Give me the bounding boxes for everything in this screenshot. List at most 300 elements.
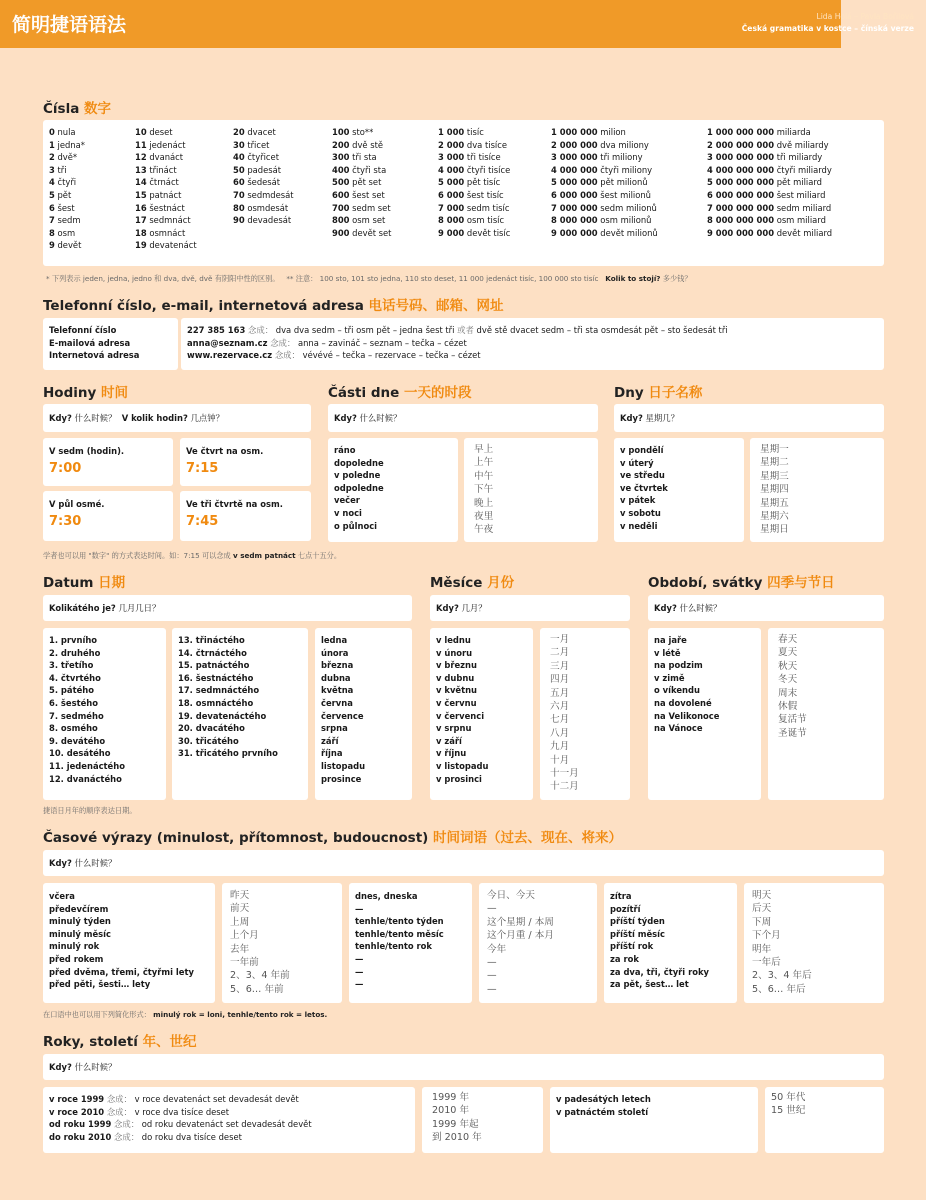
datum-col2-panel bbox=[172, 628, 308, 800]
list-item: 晚上 bbox=[474, 497, 494, 509]
numeral: 80 bbox=[233, 202, 245, 213]
number-row bbox=[332, 139, 436, 152]
list-item: na podzim bbox=[654, 660, 703, 671]
numeral: 0 bbox=[49, 127, 55, 137]
list-item: 下周 bbox=[752, 916, 772, 928]
number-row bbox=[332, 151, 436, 164]
number-word: pět tisíc bbox=[464, 177, 501, 188]
list-item: večer bbox=[334, 495, 360, 506]
number-row bbox=[551, 139, 705, 152]
time-phrase: V sedm (hodin). bbox=[49, 446, 125, 456]
number-word: sedm set bbox=[349, 202, 391, 213]
number-word: pět milionů bbox=[597, 177, 648, 188]
present-cn-panel bbox=[479, 883, 597, 1003]
numeral: 40 bbox=[233, 152, 245, 163]
number-row bbox=[438, 151, 549, 164]
read-as: 念成： bbox=[247, 325, 274, 335]
list-item: 19. devatenáctého bbox=[178, 710, 267, 721]
number-row bbox=[49, 202, 133, 215]
future-cz-list bbox=[610, 890, 709, 991]
list-item: — bbox=[487, 957, 497, 969]
list-item: za pět, šest… let bbox=[610, 979, 689, 990]
list-item: minulý rok bbox=[49, 941, 100, 952]
number-word: šest miliard bbox=[774, 189, 826, 200]
section-heading-casove bbox=[43, 826, 622, 846]
list-item: 去年 bbox=[230, 943, 250, 955]
dny-cz-list bbox=[620, 444, 668, 532]
list-item: června bbox=[321, 697, 353, 708]
number-word: sedmnáct bbox=[146, 215, 191, 226]
heading-cn: 日子名称 bbox=[648, 385, 703, 401]
list-item: v srpnu bbox=[436, 723, 472, 734]
heading-cz: Dny bbox=[614, 385, 644, 401]
number-word: sedm bbox=[54, 215, 81, 226]
list-item: 2. druhého bbox=[49, 647, 101, 658]
heading-cz: Datum bbox=[43, 575, 94, 591]
number-word: šedesát bbox=[244, 177, 281, 188]
list-item: před pěti, šesti… lety bbox=[49, 979, 151, 990]
read-as: 念成： bbox=[274, 350, 300, 361]
time-phrase: Ve tři čtvrtě na osm. bbox=[186, 499, 283, 509]
number-row bbox=[332, 227, 436, 240]
list-item: odpoledne bbox=[334, 482, 384, 493]
q-cn: 星期几？ bbox=[645, 413, 679, 423]
numeral: 9 000 000 bbox=[551, 227, 598, 238]
time-value: 7:30 bbox=[49, 514, 82, 529]
list-item: 1999 年 bbox=[432, 1092, 470, 1103]
roky-question bbox=[49, 1061, 116, 1074]
numeral: 1 000 000 000 bbox=[707, 127, 775, 137]
q-cn: 什么时候？ bbox=[74, 413, 117, 423]
year-reading: v roce dva tisíce deset bbox=[134, 1106, 230, 1117]
centuries-cn-list bbox=[771, 1091, 805, 1118]
phone-number: 227 385 163 bbox=[187, 325, 246, 335]
number-word: devadesát bbox=[244, 215, 292, 226]
number-row bbox=[332, 176, 436, 189]
note-text: 学者也可以用 "数字" 的方式表达时间。如：7:15 可以念成 bbox=[43, 551, 231, 560]
q-cn: 什么时候？ bbox=[359, 413, 402, 423]
datum-col3-list bbox=[321, 634, 365, 785]
list-item: 后天 bbox=[752, 903, 772, 915]
numbers-note bbox=[46, 274, 692, 284]
numbers-note-question-cn: 多少钱？ bbox=[662, 274, 692, 283]
number-row bbox=[233, 164, 330, 177]
numeral: 7 000 bbox=[438, 202, 465, 213]
list-item: 圣诞节 bbox=[778, 727, 807, 739]
casti-cz-panel bbox=[328, 438, 458, 542]
list-item: 20. dvacátého bbox=[178, 723, 245, 734]
time-card bbox=[43, 491, 173, 541]
list-item: 十一月 bbox=[550, 768, 579, 780]
list-item: 5、6… 年前 bbox=[230, 983, 284, 995]
numbers-column bbox=[233, 126, 330, 227]
q-cn: 什么时候？ bbox=[679, 603, 722, 613]
list-item: 5. pátého bbox=[49, 685, 94, 696]
list-item: 1999 年起 bbox=[432, 1118, 479, 1130]
number-row bbox=[332, 164, 436, 177]
list-item: včera bbox=[49, 891, 75, 901]
list-item: 一年前 bbox=[230, 957, 259, 969]
list-item: 上午 bbox=[474, 457, 494, 469]
number-word: sedm tisíc bbox=[464, 202, 510, 213]
number-word: osm milionů bbox=[597, 215, 652, 226]
number-word: třicet bbox=[244, 139, 270, 150]
q: Kdy? bbox=[49, 1062, 72, 1072]
authors: Lida Holá – Pavla Bořilová bbox=[816, 12, 914, 21]
list-item: 上周 bbox=[230, 916, 250, 928]
number-word: sto** bbox=[349, 127, 374, 137]
years-cn-panel bbox=[422, 1087, 543, 1153]
obdobi-cn-list bbox=[778, 633, 807, 740]
list-item: 夏天 bbox=[778, 647, 798, 659]
list-item: ve středu bbox=[620, 470, 665, 481]
casove-question-panel bbox=[43, 850, 884, 876]
number-word: pět bbox=[54, 189, 72, 200]
q-cn: 什么时候？ bbox=[74, 858, 117, 868]
number-word: osm set bbox=[349, 215, 386, 226]
number-row bbox=[135, 164, 231, 177]
year-term: v roce 1999 bbox=[49, 1094, 105, 1104]
list-item: v dubnu bbox=[436, 672, 475, 683]
section-heading-dny bbox=[614, 381, 702, 401]
list-item: v červenci bbox=[436, 710, 485, 721]
dny-cz-panel bbox=[614, 438, 744, 542]
time-card bbox=[180, 438, 311, 486]
number-row bbox=[49, 214, 133, 227]
number-row bbox=[707, 164, 882, 177]
datum-question bbox=[49, 602, 160, 615]
list-item: 午夜 bbox=[474, 524, 494, 536]
heading-cn: 电话号码、邮箱、网址 bbox=[368, 298, 504, 314]
number-word: dvě miliardy bbox=[774, 139, 829, 150]
header-subtitle: Česká gramatika v kostce – čínská verze bbox=[741, 24, 914, 33]
list-item: — bbox=[487, 983, 497, 995]
list-item: v květnu bbox=[436, 685, 478, 696]
numeral: 400 bbox=[332, 164, 350, 175]
number-word: jedna* bbox=[54, 139, 85, 150]
list-item: 12. dvanáctého bbox=[49, 773, 122, 784]
obdobi-cz-panel bbox=[648, 628, 761, 800]
number-row bbox=[707, 151, 882, 164]
list-item: v noci bbox=[334, 507, 362, 518]
number-row bbox=[551, 164, 705, 177]
heading-cn: 数字 bbox=[84, 101, 112, 117]
casove-question bbox=[49, 857, 116, 870]
time-card bbox=[180, 491, 311, 541]
number-row bbox=[438, 176, 549, 189]
list-item: v pátek bbox=[620, 495, 656, 506]
q2: V kolik hodin? bbox=[121, 413, 188, 423]
year-reading: do roku dva tisíce deset bbox=[141, 1131, 242, 1142]
heading-cz: Roky, století bbox=[43, 1034, 138, 1050]
number-row bbox=[233, 214, 330, 227]
casti-question bbox=[334, 412, 401, 425]
numeral: 3 bbox=[49, 164, 55, 175]
number-row bbox=[135, 176, 231, 189]
read-as: 念成： bbox=[113, 1119, 140, 1130]
list-item: 九月 bbox=[550, 741, 570, 753]
numeral: 1 000 000 bbox=[551, 127, 598, 137]
number-word: tři tisíce bbox=[464, 152, 501, 163]
number-row bbox=[233, 126, 330, 139]
number-word: čtrnáct bbox=[146, 177, 179, 188]
number-word: šest set bbox=[349, 189, 385, 200]
roky-question-panel bbox=[43, 1054, 884, 1080]
list-item: 八月 bbox=[550, 727, 570, 739]
casti-question-panel bbox=[328, 404, 598, 432]
list-item: — bbox=[487, 970, 497, 982]
time-phrase: Ve čtvrt na osm. bbox=[186, 446, 264, 456]
list-item: minulý měsíc bbox=[49, 928, 111, 939]
list-item: 复活节 bbox=[778, 714, 807, 726]
numeral: 900 bbox=[332, 227, 350, 238]
list-item: minulý týden bbox=[49, 916, 111, 927]
q: Kdy? bbox=[49, 413, 72, 423]
number-row bbox=[49, 151, 133, 164]
numeral: 3 000 bbox=[438, 152, 465, 163]
list-item: 休假 bbox=[778, 701, 798, 713]
number-row bbox=[707, 202, 882, 215]
section-heading-cisla bbox=[43, 97, 111, 117]
obdobi-cz-list bbox=[654, 634, 719, 735]
list-item: května bbox=[321, 685, 354, 696]
numeral: 7 000 000 000 bbox=[707, 202, 775, 213]
number-word: osm miliard bbox=[774, 215, 826, 226]
hodiny-question-panel bbox=[43, 404, 311, 432]
list-item: 到 2010 年 bbox=[432, 1132, 482, 1144]
number-word: čtyři sta bbox=[349, 164, 387, 175]
number-word: dva miliony bbox=[597, 139, 649, 150]
list-item: 星期三 bbox=[760, 470, 789, 482]
list-item: 5、6… 年后 bbox=[752, 983, 806, 995]
number-row bbox=[438, 139, 549, 152]
number-word: šestnáct bbox=[146, 202, 185, 213]
heading-cz: Hodiny bbox=[43, 385, 97, 401]
mesice-question bbox=[436, 602, 487, 615]
mesice-cn-list bbox=[550, 633, 579, 794]
list-item: listopadu bbox=[321, 760, 366, 771]
list-item: 2、3、4 年前 bbox=[230, 970, 290, 982]
list-item: října bbox=[321, 748, 343, 759]
numeral: 3 000 000 000 bbox=[707, 152, 775, 163]
number-row bbox=[49, 189, 133, 202]
number-row bbox=[233, 176, 330, 189]
list-item: 这个月重 / 本月 bbox=[487, 930, 554, 942]
numeral: 90 bbox=[233, 215, 245, 226]
number-word: dvě stě bbox=[349, 139, 384, 150]
list-item: v lednu bbox=[436, 635, 471, 645]
numeral: 6 bbox=[49, 202, 55, 213]
year-term: do roku 2010 bbox=[49, 1131, 112, 1142]
list-item: v listopadu bbox=[436, 760, 489, 771]
list-item: února bbox=[321, 647, 349, 658]
list-item: ve čtvrtek bbox=[620, 482, 668, 493]
past-cz-panel bbox=[43, 883, 215, 1003]
number-row bbox=[551, 151, 705, 164]
q: Kdy? bbox=[654, 603, 677, 613]
future-cz-panel bbox=[604, 883, 737, 1003]
number-row bbox=[551, 176, 705, 189]
q: Kdy? bbox=[334, 413, 357, 423]
list-item: před dvěma, třemi, čtyřmi lety bbox=[49, 966, 194, 977]
numbers-column bbox=[707, 126, 882, 239]
label-web: Internetová adresa bbox=[49, 350, 140, 361]
number-word: šest milionů bbox=[597, 189, 651, 200]
numbers-panel bbox=[43, 120, 884, 266]
list-item: 星期日 bbox=[760, 524, 789, 536]
list-item: 10. desátého bbox=[49, 748, 111, 759]
q: Kdy? bbox=[436, 603, 459, 613]
number-word: tisíc bbox=[464, 127, 484, 137]
list-item: na Velikonoce bbox=[654, 710, 720, 721]
number-row bbox=[135, 227, 231, 240]
number-word: šest tisíc bbox=[464, 189, 504, 200]
q-cn: 什么时候？ bbox=[74, 1062, 117, 1072]
datum-col2-list bbox=[178, 634, 278, 760]
numeral: 4 bbox=[49, 177, 55, 188]
years-cz-list bbox=[49, 1093, 312, 1143]
number-word: devět miliard bbox=[774, 227, 833, 238]
number-row bbox=[438, 126, 549, 139]
list-item: 明年 bbox=[752, 943, 772, 955]
list-item: v patnáctém století bbox=[556, 1106, 649, 1117]
list-item: 18. osmnáctého bbox=[178, 697, 254, 708]
number-word: patnáct bbox=[146, 189, 182, 200]
list-item: 2、3、4 年后 bbox=[752, 970, 812, 982]
number-word: pět set bbox=[349, 177, 382, 188]
obdobi-cn-panel bbox=[768, 628, 884, 800]
numeral: 19 bbox=[135, 240, 147, 251]
list-item: 13. třináctého bbox=[178, 635, 245, 645]
number-word: miliarda bbox=[774, 127, 811, 137]
present-cz-list bbox=[355, 890, 444, 991]
number-row bbox=[135, 239, 231, 252]
list-item: 一月 bbox=[550, 634, 570, 645]
header-credits bbox=[742, 11, 914, 35]
numeral: 1 000 bbox=[438, 127, 465, 137]
year-row bbox=[49, 1118, 312, 1131]
list-item: — bbox=[355, 979, 364, 990]
list-item: 9. devátého bbox=[49, 735, 106, 746]
numeral: 7 bbox=[49, 215, 55, 226]
list-item: pozítří bbox=[610, 903, 641, 914]
number-word: čtyřicet bbox=[244, 152, 279, 163]
list-item: v úterý bbox=[620, 457, 654, 468]
list-item: tenhle/tento rok bbox=[355, 941, 432, 952]
list-item: tenhle/tento týden bbox=[355, 916, 444, 927]
number-word: pět miliard bbox=[774, 177, 822, 188]
section-heading-roky bbox=[43, 1030, 197, 1050]
list-item: 冬天 bbox=[778, 674, 798, 686]
number-row bbox=[438, 227, 549, 240]
list-item: — bbox=[355, 966, 364, 977]
q: Kdy? bbox=[620, 413, 643, 423]
numeral: 600 bbox=[332, 189, 350, 200]
list-item: 15. patnáctého bbox=[178, 660, 250, 671]
number-row bbox=[551, 227, 705, 240]
number-row bbox=[49, 227, 133, 240]
web-address: www.rezervace.cz bbox=[187, 350, 273, 361]
number-row bbox=[332, 202, 436, 215]
list-item: 1. prvního bbox=[49, 635, 98, 645]
number-row bbox=[332, 126, 436, 139]
number-word: osm tisíc bbox=[464, 215, 505, 226]
number-row bbox=[332, 189, 436, 202]
list-item: 二月 bbox=[550, 647, 570, 659]
numeral: 800 bbox=[332, 215, 350, 226]
list-item: v pondělí bbox=[620, 445, 664, 455]
list-item: za rok bbox=[610, 953, 639, 964]
number-word: čtyři miliardy bbox=[774, 164, 832, 175]
list-item: 十二月 bbox=[550, 781, 579, 793]
number-row bbox=[135, 214, 231, 227]
list-item: v červnu bbox=[436, 697, 477, 708]
numeral: 4 000 000 bbox=[551, 164, 598, 175]
list-item: 星期四 bbox=[760, 484, 789, 496]
section-heading-telefon bbox=[43, 294, 504, 314]
number-row bbox=[49, 239, 133, 252]
number-row bbox=[233, 151, 330, 164]
list-item: 今日、今天 bbox=[487, 890, 535, 901]
list-item: 3. třetího bbox=[49, 660, 94, 671]
list-item: v létě bbox=[654, 647, 681, 658]
contact-values-panel bbox=[181, 318, 884, 370]
or-word: 或者 bbox=[457, 325, 474, 335]
numeral: 2 000 000 bbox=[551, 139, 598, 150]
contact-labels bbox=[49, 324, 139, 362]
number-row bbox=[49, 176, 133, 189]
numeral: 8 bbox=[49, 227, 55, 238]
numeral: 300 bbox=[332, 152, 350, 163]
numeral: 9 000 000 000 bbox=[707, 227, 775, 238]
email-row bbox=[187, 337, 728, 350]
number-word: čtyři tisíce bbox=[464, 164, 511, 175]
list-item: příští týden bbox=[610, 916, 665, 927]
number-word: milion bbox=[597, 127, 626, 137]
numeral: 70 bbox=[233, 189, 245, 200]
numeral: 5 000 bbox=[438, 177, 465, 188]
number-row bbox=[707, 189, 882, 202]
list-item: 6. šestého bbox=[49, 697, 98, 708]
list-item: v září bbox=[436, 735, 462, 746]
list-item: 春天 bbox=[778, 634, 798, 645]
centuries-cz-panel bbox=[550, 1087, 758, 1153]
datum-col1-panel bbox=[43, 628, 166, 800]
future-cn-list bbox=[752, 889, 812, 996]
contact-values bbox=[187, 324, 728, 362]
number-word: dvě* bbox=[54, 152, 78, 163]
number-word: dvacet bbox=[244, 127, 276, 137]
number-row bbox=[49, 126, 133, 139]
list-item: 15 世纪 bbox=[771, 1105, 806, 1117]
numeral: 2 bbox=[49, 152, 55, 163]
heading-cn: 年、世纪 bbox=[142, 1034, 197, 1050]
numeral: 30 bbox=[233, 139, 245, 150]
number-row bbox=[135, 139, 231, 152]
number-word: dvanáct bbox=[146, 152, 184, 163]
numeral: 20 bbox=[233, 127, 245, 137]
web-row bbox=[187, 349, 728, 362]
list-item: 星期二 bbox=[760, 457, 789, 469]
list-item: příští měsíc bbox=[610, 928, 665, 939]
number-row bbox=[551, 126, 705, 139]
list-item: 周末 bbox=[778, 687, 798, 699]
year-reading: v roce devatenáct set devadesát devět bbox=[134, 1094, 299, 1104]
section-heading-casti bbox=[328, 381, 471, 401]
numeral: 7 000 000 bbox=[551, 202, 598, 213]
number-word: čtyři bbox=[54, 177, 77, 188]
list-item: tenhle/tento měsíc bbox=[355, 928, 444, 939]
